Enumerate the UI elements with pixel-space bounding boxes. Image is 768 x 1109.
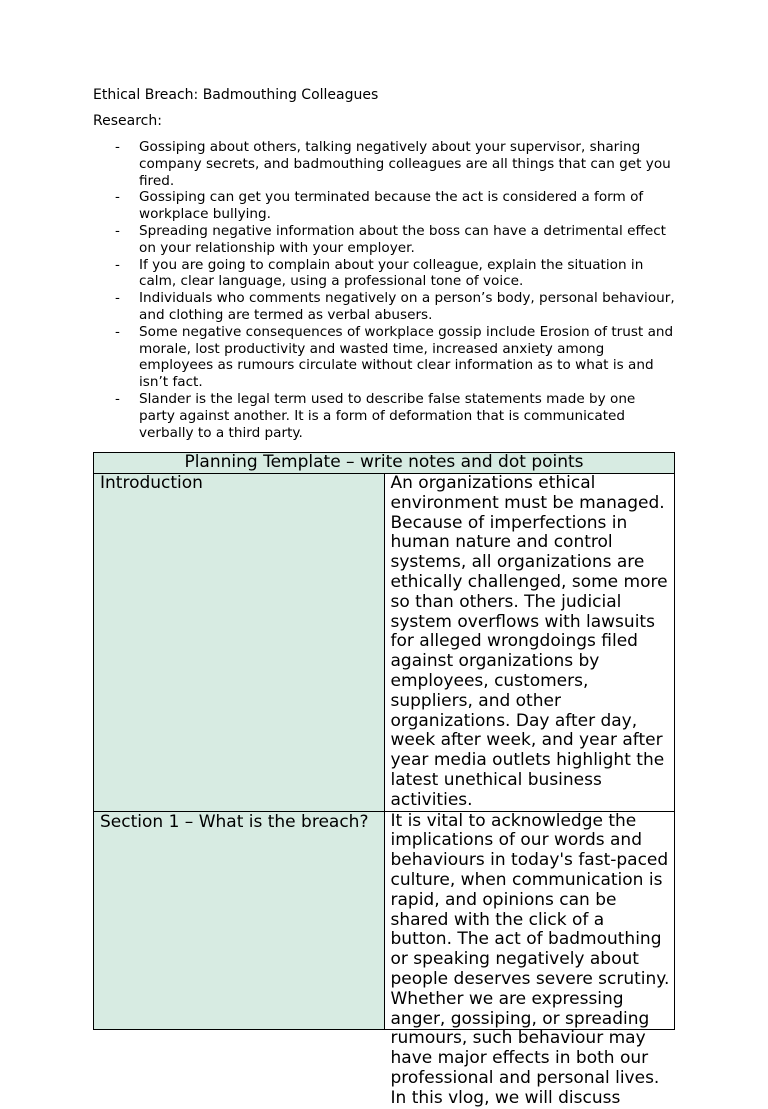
list-item xyxy=(115,223,675,257)
bullet-text: Some negative consequences of workplace gossip include Erosion of trust and morale, lost productivity and wasted time, increased anxiety among employees as rumours circulate without clear information as to what is and isn’t fact. xyxy=(139,323,674,391)
row-label-section-1 xyxy=(94,811,385,1029)
bullet-marker: - xyxy=(115,390,120,407)
row-label-introduction: Introduction xyxy=(94,474,385,812)
list-item xyxy=(115,391,675,441)
planning-template-table xyxy=(93,452,675,1108)
research-bullet-list xyxy=(115,139,675,441)
table-header: Planning Template – write notes and dot points xyxy=(94,453,675,474)
bullet-marker: - xyxy=(115,222,120,239)
bullet-text: Individuals who comments negatively on a person’s body, personal behaviour, and clothing are termed as verbal abusers. xyxy=(139,290,675,323)
bullet-marker: - xyxy=(115,323,120,340)
list-item xyxy=(115,257,675,291)
bullet-text: If you are going to complain about your colleague, explain the situation in calm, clear language, using a professional tone of voice. xyxy=(139,256,644,290)
row-content-section-1 xyxy=(384,810,675,1108)
bullet-marker: - xyxy=(115,189,120,206)
bullet-marker: - xyxy=(115,139,120,155)
bullet-text: Gossiping about others, talking negatively about your supervisor, sharing company secrets, and badmouthing colleagues are all things that can get you fired. xyxy=(139,139,671,189)
research-heading: Research: xyxy=(93,113,162,129)
row-content-introduction: An organizations ethical environment must be managed. Because of imperfections in human nature and control systems, all organizations are ethically challenged, some more so than others. The judicial system overflows with lawsuits for alleged wrongdoings filed against organizations by employees, customers, suppliers, and other organizations. Day after day, week after week, and year after year media outlets highlight the latest unethical business activities. xyxy=(384,474,675,812)
list-item xyxy=(115,189,675,223)
section-1-content-text: It is vital to acknowledge the implications of our words and behaviours in today's fast-paced culture, when communication is rapid, and opinions can be shared with the click of a button. The act of badmouthing or speaking negatively about people deserves severe scrutiny. Whether we are expressing anger, gossiping, or spreading rumours, such behaviour may have major effects in both our professional and personal lives. In this vlog, we will discuss xyxy=(390,810,670,1108)
table-header-row xyxy=(94,453,675,474)
list-item xyxy=(115,324,675,391)
list-item xyxy=(115,139,675,189)
bullet-marker: - xyxy=(115,290,120,307)
bullet-marker: - xyxy=(115,256,120,273)
table-row xyxy=(94,811,675,1029)
bullet-text: Spreading negative information about the boss can have a detrimental effect on your relationship with your employer. xyxy=(139,222,666,256)
list-item xyxy=(115,290,675,324)
bullet-text: Slander is the legal term used to describe false statements made by one party against another. It is a form of deformation that is communicated verbally to a third party. xyxy=(139,390,636,441)
document-title: Ethical Breach: Badmouthing Colleagues xyxy=(93,87,379,103)
bullet-text: Gossiping can get you terminated because the act is considered a form of workplace bullying. xyxy=(139,189,644,223)
section-1-label-text: Section 1 – What is the breach? xyxy=(100,811,369,832)
table-row xyxy=(94,474,675,812)
